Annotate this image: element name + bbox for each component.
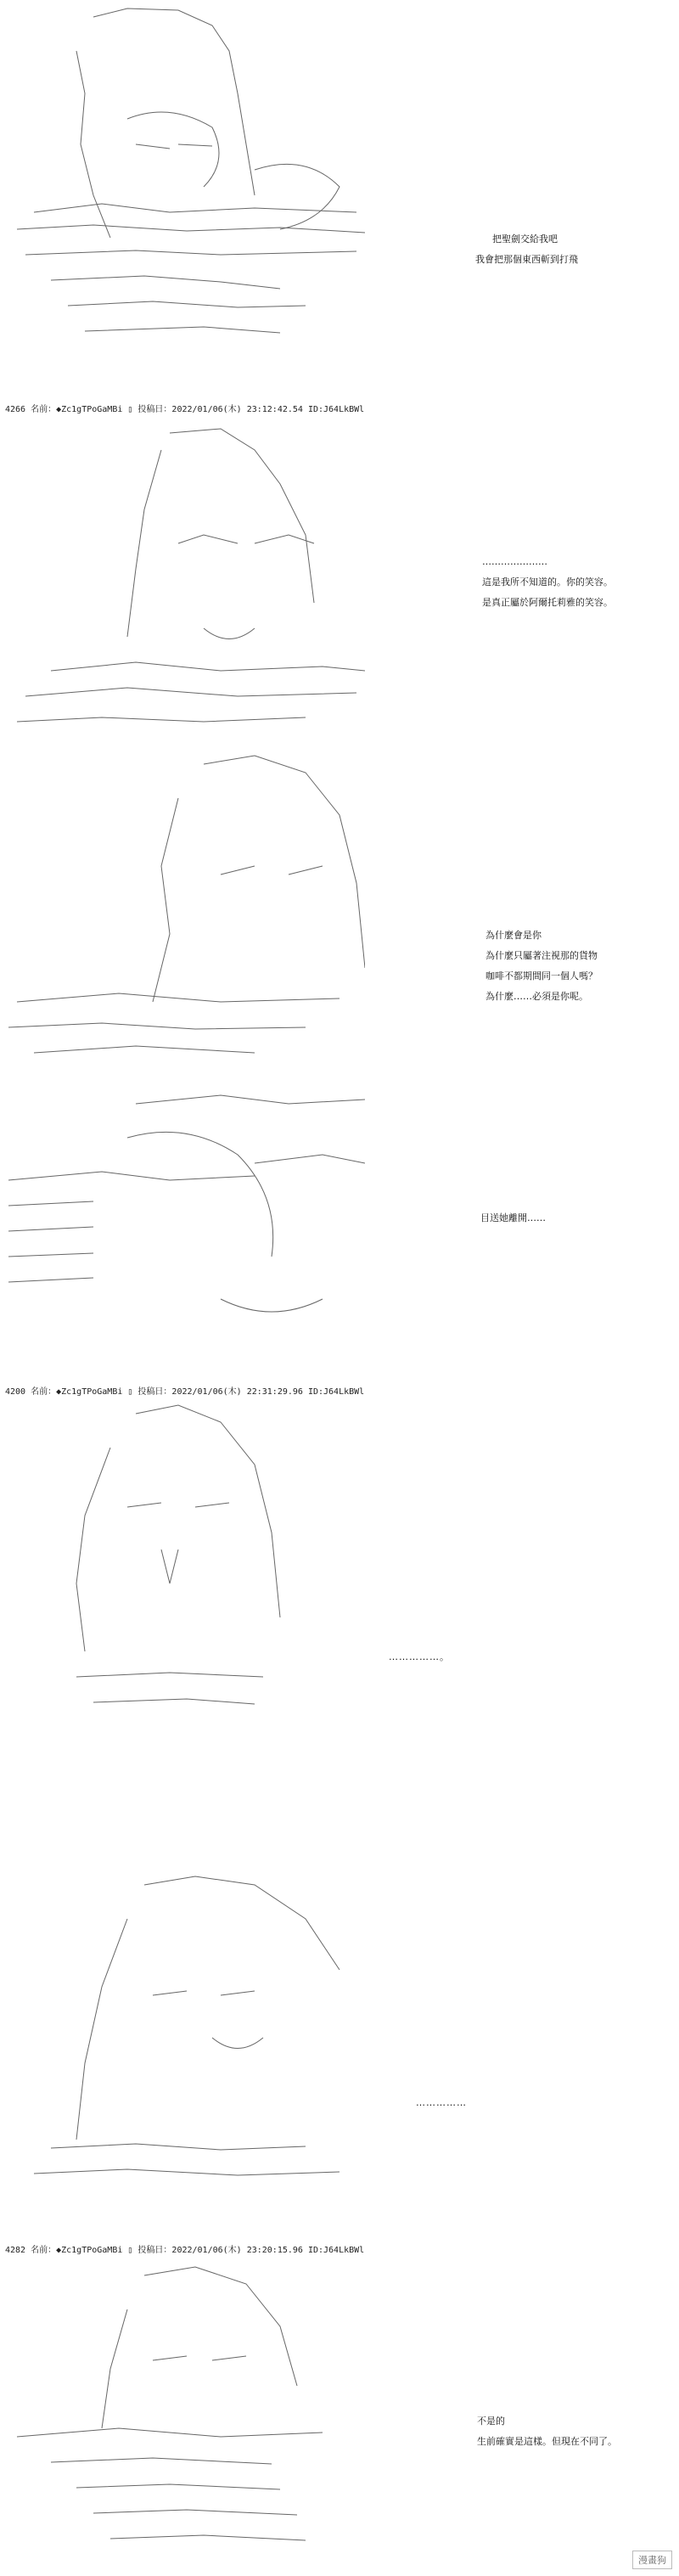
ascii-art-panel-2 <box>0 416 365 756</box>
ascii-art-panel-7 <box>0 2258 365 2573</box>
dialogue-panel-1 <box>475 229 578 270</box>
dialogue-line: 咖啡不都期間同一個人嗎？ <box>485 970 598 981</box>
dialogue-panel-4 <box>480 1208 546 1229</box>
post-header: 4266 名前：◆Zc1gTPoGaMBi ▯ 投稿日：2022/01/06(木) 23:12:42.54 ID:J64LkBWl <box>5 405 365 414</box>
dialogue-line: 把聖劍交給我吧 <box>492 233 558 245</box>
ellipsis-text: …………… <box>416 2097 467 2108</box>
dialogue-line: 為什麼只屬著注視那的貨物 <box>485 950 598 961</box>
dialogue-line: 不是的 <box>477 2416 505 2427</box>
dialogue-line: 為什麼會是你 <box>485 930 542 941</box>
ascii-art-panel-4 <box>0 1104 365 1384</box>
dialogue-line: 這是我所不知道的。你的笑容。 <box>482 577 613 588</box>
dialogue-panel-2 <box>482 552 613 613</box>
ellipsis-text: ……………。 <box>389 1651 450 1662</box>
ascii-art-panel-1 <box>0 0 365 399</box>
dialogue-line: 我會把那個東西斬到打飛 <box>475 254 578 265</box>
ascii-art-panel-5 <box>0 1397 365 1770</box>
dialogue-line: ………………… <box>482 556 547 567</box>
post-header: 4200 名前：◆Zc1gTPoGaMBi ▯ 投稿日：2022/01/06(木) 22:31:29.96 ID:J64LkBWl <box>5 1387 365 1397</box>
dialogue-panel-3 <box>485 925 598 1007</box>
dialogue-panel-7 <box>477 2411 617 2452</box>
watermark-text: 漫畫狗 <box>632 2551 672 2569</box>
ascii-art-panel-6 <box>0 1868 365 2241</box>
dialogue-line: 是真正屬於阿爾托莉雅的笑容。 <box>482 597 613 608</box>
dialogue-line: 目送她離開…… <box>480 1212 546 1223</box>
post-header: 4282 名前：◆Zc1gTPoGaMBi ▯ 投稿日：2022/01/06(木) 23:20:15.96 ID:J64LkBWl <box>5 2246 365 2255</box>
dialogue-line: 為什麼……必須是你呢。 <box>485 991 588 1002</box>
dialogue-line: 生前確實是這樣。但現在不同了。 <box>477 2436 617 2447</box>
